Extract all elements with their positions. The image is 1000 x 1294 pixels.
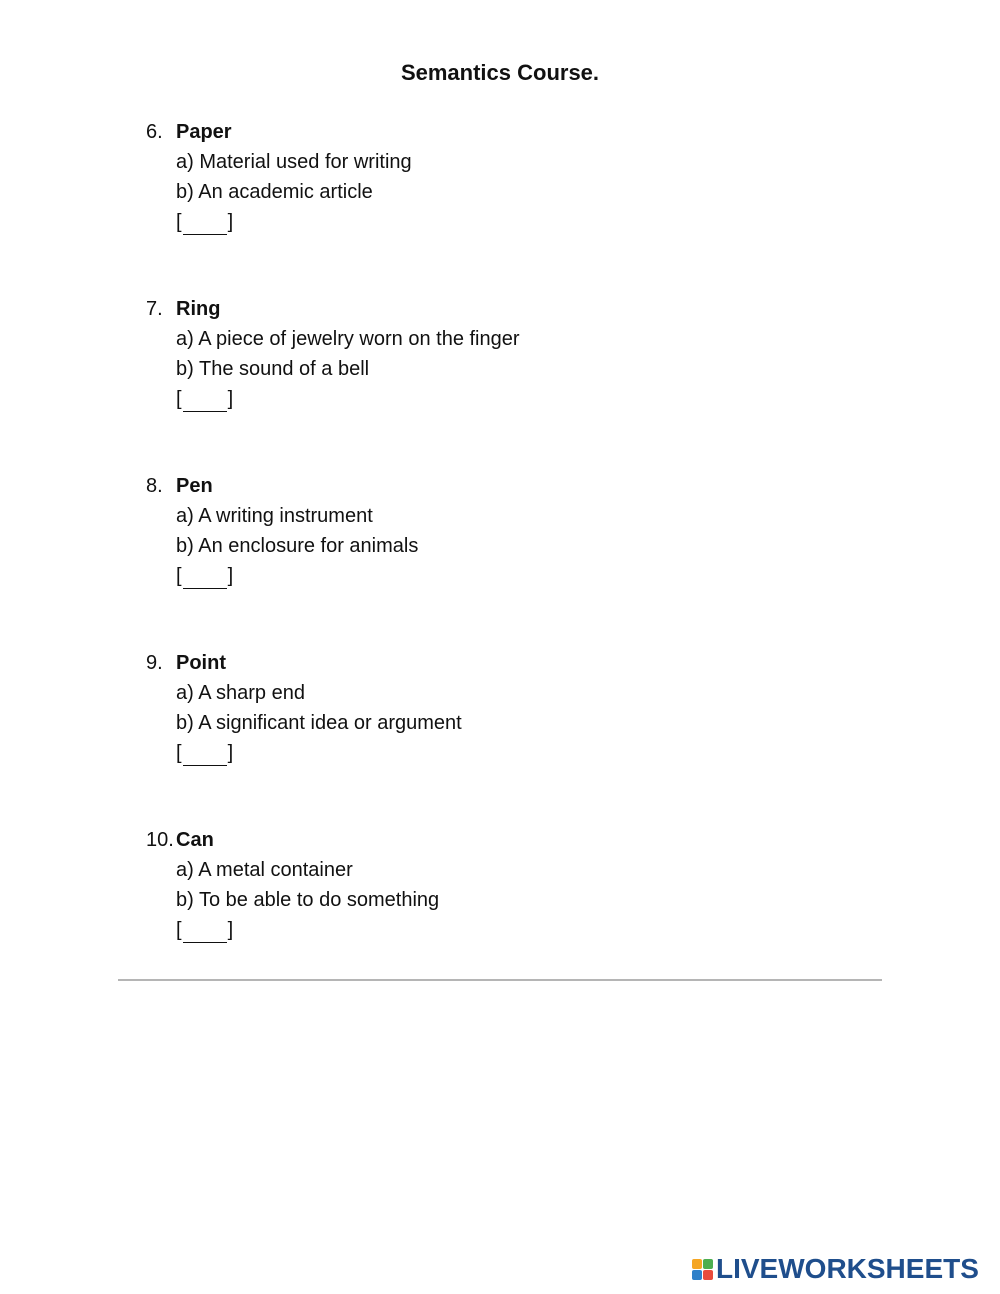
option-a: a) A sharp end [176,682,305,704]
option-a: a) Material used for writing [176,151,412,173]
question-7 [146,294,846,414]
question-6 [146,117,846,237]
question-number: 6. [146,121,163,143]
question-heading [146,648,846,678]
liveworksheets-logo-icon [692,1259,713,1280]
brand-wordmark: LIVEWORKSHEETS [716,1253,979,1284]
option-b: b) An academic article [176,181,373,203]
answer-input[interactable] [183,564,227,589]
divider [118,979,882,981]
logo-square [703,1259,713,1269]
question-9 [146,648,846,768]
option-b: b) A significant idea or argument [176,712,462,734]
answer-input[interactable] [183,210,227,235]
answer-field [146,738,846,768]
option-b: b) To be able to do something [176,889,440,911]
question-number: 7. [146,298,163,320]
liveworksheets-brand [692,1254,979,1284]
answer-input[interactable] [183,918,227,943]
bracket-open: [ [176,742,182,764]
bracket-close: ] [227,565,234,587]
logo-square [703,1270,713,1280]
page-title: Semantics Course. [400,60,600,85]
bracket-close: ] [227,919,234,941]
question-number: 9. [146,652,163,674]
answer-input[interactable] [183,387,227,412]
logo-square [692,1270,702,1280]
question-heading [146,294,846,324]
answer-field [146,384,846,414]
option-b: b) The sound of a bell [176,358,370,380]
question-word: Can [176,829,214,851]
question-word: Ring [176,298,221,320]
question-word: Point [176,652,226,674]
answer-field [146,561,846,591]
option-a: a) A metal container [176,859,353,881]
bracket-close: ] [227,211,234,233]
question-10 [146,825,846,945]
bracket-open: [ [176,211,182,233]
answer-field [146,207,846,237]
bracket-open: [ [176,919,182,941]
option-a: a) A writing instrument [176,505,373,527]
question-heading [146,825,846,855]
question-heading [146,471,846,501]
question-number: 10. [146,829,174,851]
option-b: b) An enclosure for animals [176,535,419,557]
option-a: a) A piece of jewelry worn on the finger [176,328,520,350]
logo-square [692,1259,702,1269]
question-number: 8. [146,475,163,497]
bracket-open: [ [176,565,182,587]
question-word: Pen [176,475,213,497]
bracket-close: ] [227,742,234,764]
question-word: Paper [176,121,232,143]
question-heading [146,117,846,147]
answer-input[interactable] [183,741,227,766]
bracket-close: ] [227,388,234,410]
bracket-open: [ [176,388,182,410]
question-8 [146,471,846,591]
answer-field [146,915,846,945]
